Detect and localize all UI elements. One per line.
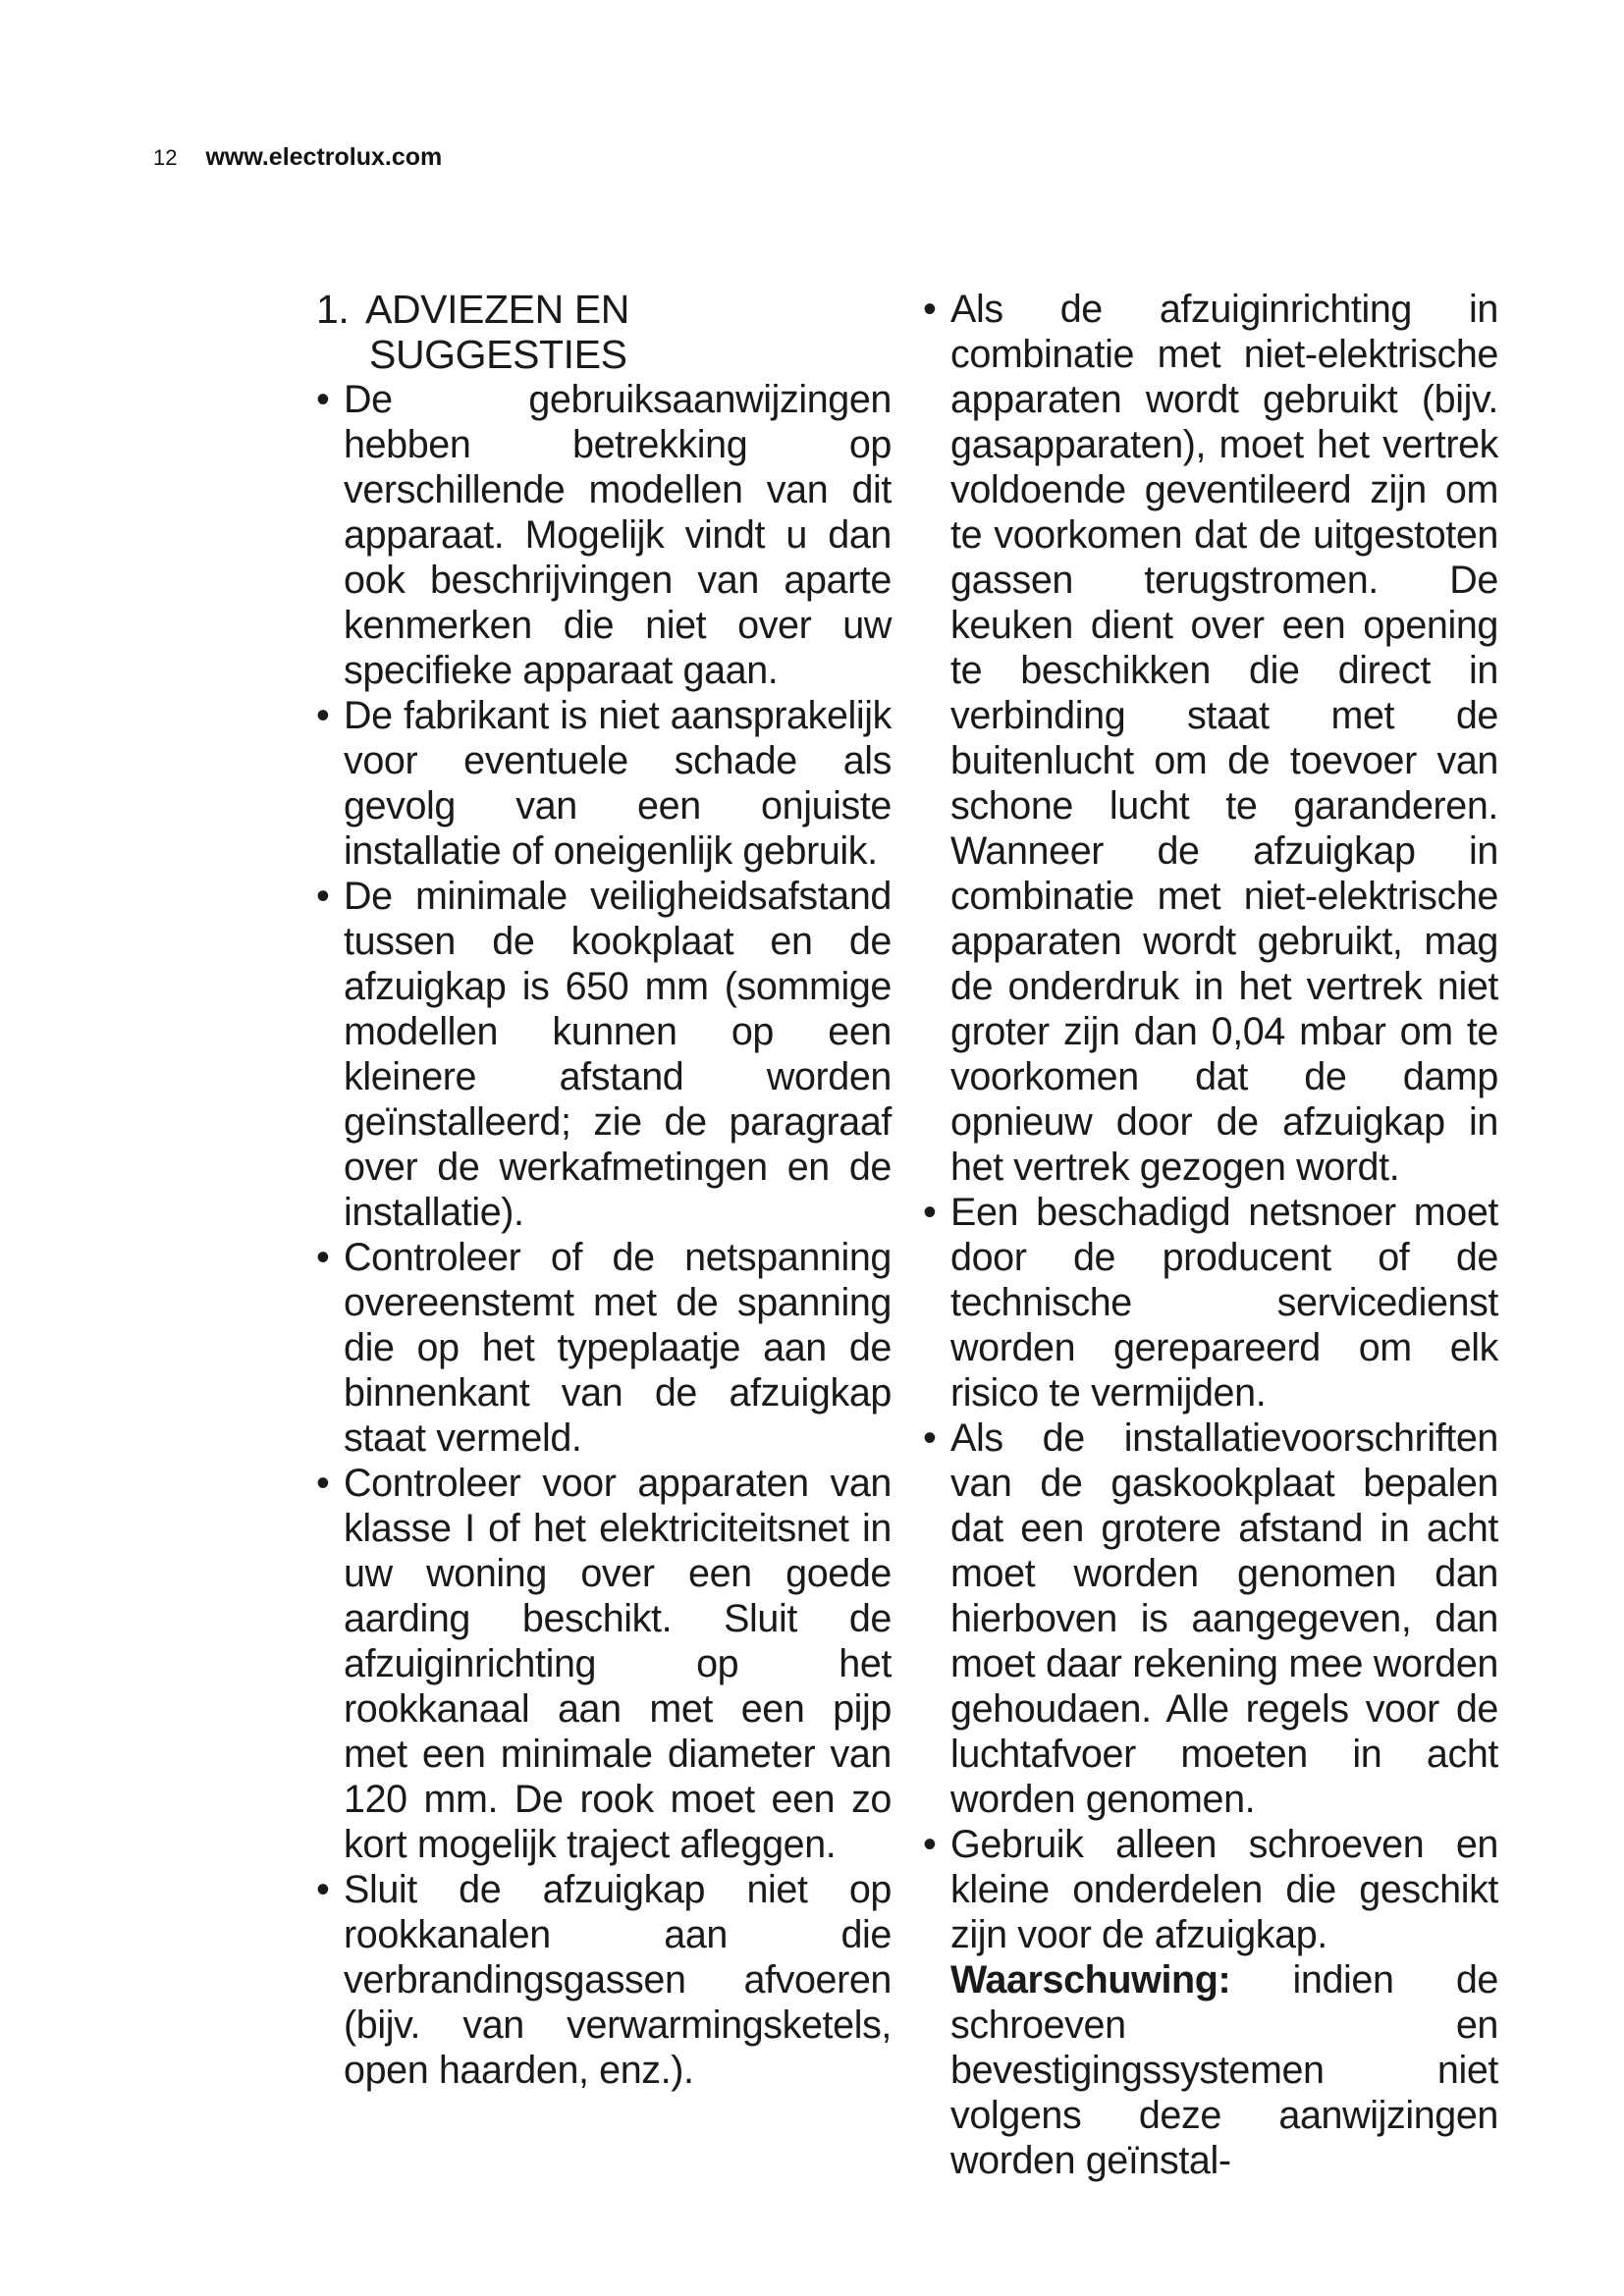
section-number: 1. <box>316 287 350 332</box>
list-item-text: Controleer voor apparaten van klasse I of het elektriciteitsnet in uw woning over een goede aarding beschikt. Sluit de afzuiginrichting op het rookkanaal aan met een pijp met een minimale diameter van 120 mm. De rook moet een zo kort mogelijk traject afleggen. <box>344 1462 892 1866</box>
bullet-icon: • <box>316 875 330 918</box>
warning-label: Waarschuwing: <box>950 1958 1231 2002</box>
bullet-icon: • <box>316 694 330 737</box>
list-item-text: De fabrikant is niet aansprakelijk voor eventuele schade als gevolg van een onjuiste installatie of oneigenlijk gebruik. <box>344 694 892 873</box>
right-column <box>923 287 1498 2183</box>
page-header <box>153 143 442 172</box>
list-item-text: De minimale veiligheidsafstand tussen de kookplaat en de afzuigkap is 650 mm (sommige modellen kunnen op een kleinere afstand worden geïnstalleerd; zie de paragraaf over de werkafmetingen en de installatie). <box>344 875 892 1234</box>
bullet-icon: • <box>923 1191 937 1234</box>
section-title-line2: SUGGESTIES <box>369 332 627 377</box>
page-number: 12 <box>153 145 178 170</box>
list-item-text: De gebruiksaanwijzingen hebben betrekking op verschillende modellen van dit apparaat. Mogelijk vindt u dan ook beschrijvingen van aparte kenmerken die niet over uw specifieke apparaat gaan. <box>344 378 892 692</box>
right-bullet-list <box>923 287 1498 1957</box>
list-item-text: Sluit de afzuigkap niet op rookkanalen aan die verbrandingsgassen afvoeren (bijv. van verwarmingsketels, open haarden, enz.). <box>344 1868 892 2092</box>
bullet-icon: • <box>316 378 330 421</box>
warning-text: indien de schroeven en bevestigingssystemen niet volgens deze aanwijzingen worden geïnstal- <box>950 1958 1498 2182</box>
list-item-text: Als de installatievoorschriften van de gaskookplaat bepalen dat een grotere afstand in acht moet worden genomen dan hierboven is aangegeven, dan moet daar rekening mee worden gehoudaen. Alle regels voor de luchtafvoer moeten in acht worden genomen. <box>950 1416 1498 1821</box>
bullet-icon: • <box>923 288 937 331</box>
website-link[interactable]: www.electrolux.com <box>205 143 443 171</box>
list-item <box>316 1235 892 1461</box>
list-item-text: Gebruik alleen schroeven en kleine onderdelen die geschikt zijn voor de afzuigkap. <box>950 1823 1498 1956</box>
left-bullet-list <box>316 377 892 2093</box>
list-item <box>923 287 1498 1190</box>
section-title-line1: ADVIEZEN EN <box>365 287 629 332</box>
bullet-icon: • <box>923 1416 937 1460</box>
list-item <box>316 377 892 693</box>
bullet-icon: • <box>316 1236 330 1279</box>
bullet-icon: • <box>316 1868 330 1911</box>
bullet-icon: • <box>316 1462 330 1505</box>
list-item-text: Controleer of de netspanning overeenstemt met de spanning die op het typeplaatje aan de binnenkant van de afzuigkap staat vermeld. <box>344 1236 892 1460</box>
list-item <box>316 1461 892 1867</box>
bullet-icon: • <box>923 1823 937 1866</box>
list-item <box>316 1867 892 2093</box>
list-item <box>923 1822 1498 1957</box>
warning-paragraph <box>923 1957 1498 2183</box>
list-item <box>923 1415 1498 1822</box>
list-item-text: Een beschadigd netsnoer moet door de producent of de technische servicedienst worden gerepareerd om elk risico te vermijden. <box>950 1191 1498 1415</box>
list-item-text: Als de afzuiginrichting in combinatie met niet-elektrische apparaten wordt gebruikt (bijv. gasapparaten), moet het vertrek voldoende geventileerd zijn om te voorkomen dat de uitgestoten gassen terugstromen. De keuken dient over een opening te beschikken die direct in verbinding staat met de buitenlucht om de toevoer van schone lucht te garanderen. Wanneer de afzuigkap in combinatie met niet-elektrische apparaten wordt gebruikt, mag de onderdruk in het vertrek niet groter zijn dan 0,04 mbar om te voorkomen dat de damp opnieuw door de afzuigkap in het vertrek gezogen wordt. <box>950 288 1498 1189</box>
section-title <box>316 287 892 377</box>
left-column <box>316 287 892 2093</box>
list-item <box>923 1190 1498 1415</box>
list-item <box>316 874 892 1235</box>
list-item <box>316 693 892 874</box>
